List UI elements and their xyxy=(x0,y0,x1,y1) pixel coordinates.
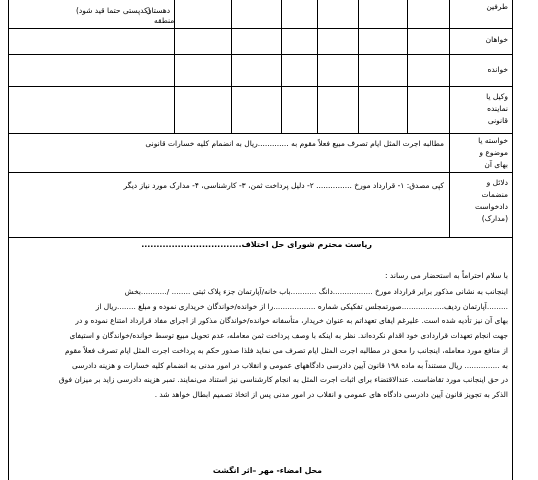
row-divider xyxy=(9,28,512,29)
body-line: اینجانب به نشانی مذکور برابر قرارداد مورخ .................دانگ ...........باب خانه/آپارتمان جزء پلاک ثبتی ........ /...........بخش xyxy=(124,287,508,296)
label-khaste-line: موضوع و xyxy=(479,148,508,157)
label-khahan: خواهان xyxy=(485,35,508,44)
cell-kadastri: (کدپستی حتما قید شود) xyxy=(76,6,151,15)
label-vakil-line: قانونی xyxy=(487,116,508,125)
row-divider xyxy=(9,237,512,238)
grid-column-divider xyxy=(231,0,232,133)
label-vakil xyxy=(450,91,512,127)
label-tarafein: طرفین xyxy=(486,2,508,11)
grid-column-divider xyxy=(358,0,359,133)
label-khaste-line: بهای آن xyxy=(484,160,508,169)
cell-mantaghe: منطقه xyxy=(154,16,175,25)
label-dalael-line: (مدارک) xyxy=(481,214,508,223)
body-line: بهای آن نیز تأدیه شده است. علیرغم ایفای تعهداتم به عنوان خریدار، متأسفانه خوانده/خواندگان مذکور از اجرای مفاد قرارداد امتناع نموده و در xyxy=(75,316,508,326)
greeting: با سلام احتراماً به استحضار می رساند : xyxy=(385,271,508,280)
grid-column-divider xyxy=(281,0,282,133)
khaste-text: مطالبه اجرت المثل ایام تصرف مبیع فعلاً مقوم به .............ریال به انضمام کلیه خسارات قانونی xyxy=(145,139,444,148)
dalael-text: کپی مصدق: ۱- قرارداد مورخ ............... ۲- دلیل پرداخت ثمن، ۳- کارشناسی، ۴- مدارک مورد نیاز دیگر xyxy=(123,181,444,190)
row-divider xyxy=(9,172,512,173)
row-divider xyxy=(9,54,512,55)
cell-dehestan: دهستان xyxy=(146,6,171,15)
body-line: به ............... ریال مستنداً به ماده ۱۹۸ قانون آیین دادرسی دادگاههای عمومی و انقلاب در امور مدنی به انضمام کلیه خسارات و هزینه دادرسی xyxy=(71,360,508,370)
label-khande: خوانده xyxy=(487,65,508,74)
heading-shora: ریاست محترم شورای حل اختلاف................................. xyxy=(141,240,372,249)
row-divider xyxy=(9,86,512,87)
label-dalael-line: منضمات xyxy=(481,190,508,199)
label-khaste xyxy=(450,135,512,171)
form-frame xyxy=(8,0,513,480)
grid-column-divider xyxy=(407,0,408,133)
label-vakil-line: وکیل یا xyxy=(486,92,508,101)
row-divider xyxy=(9,133,512,134)
grid-column-divider xyxy=(317,0,318,133)
label-dalael xyxy=(450,177,512,225)
petition-body xyxy=(13,285,508,403)
signature-label: محل امضاء- مهر –اثر انگشت xyxy=(212,466,322,475)
label-dalael-line: دادخواست xyxy=(474,202,508,211)
label-dalael-line: دلائل و xyxy=(486,178,508,187)
body-line: از منافع مورد معامله، اینجانب را محق در مطالبه اجرت المثل ایام تصرف می نماید فلذا صدور حکم به پرداخت اجرت المثل ایام تصرف فعلاً مقوم xyxy=(65,345,508,355)
body-line: .........آپارتمان ردیف..................صورتمجلس تفکیکی شماره ..................را از خوانده/خواندگان خریداری نموده و مبلغ ........ریال از xyxy=(95,301,508,311)
body-line: الذکر به تجویز قانون آیین دادرسی دادگاه های عمومی و انقلاب در امور مدنی پس از اتخاذ تصمیم ابطال خواهد شد . xyxy=(154,389,508,399)
label-khaste-line: خواسته یا xyxy=(478,136,508,145)
label-vakil-line: نماینده xyxy=(487,104,508,113)
body-line: در حق اینجانب مورد تقاضاست. عندالاقتضاء برای اثبات اجرت المثل به انجام کارشناسی نیز استناد می‌نمایند. تمبر هزینه دادرسی زاید بر میزان فوق xyxy=(58,375,508,385)
body-line: جهت انجام تعهدات قراردادی خود اقدام نکرده‌اند. نظر به اینکه با وصف پرداخت ثمن معامله، عدم تحویل مبیع توسط خوانده/خواندگان و استیفای xyxy=(69,331,508,341)
